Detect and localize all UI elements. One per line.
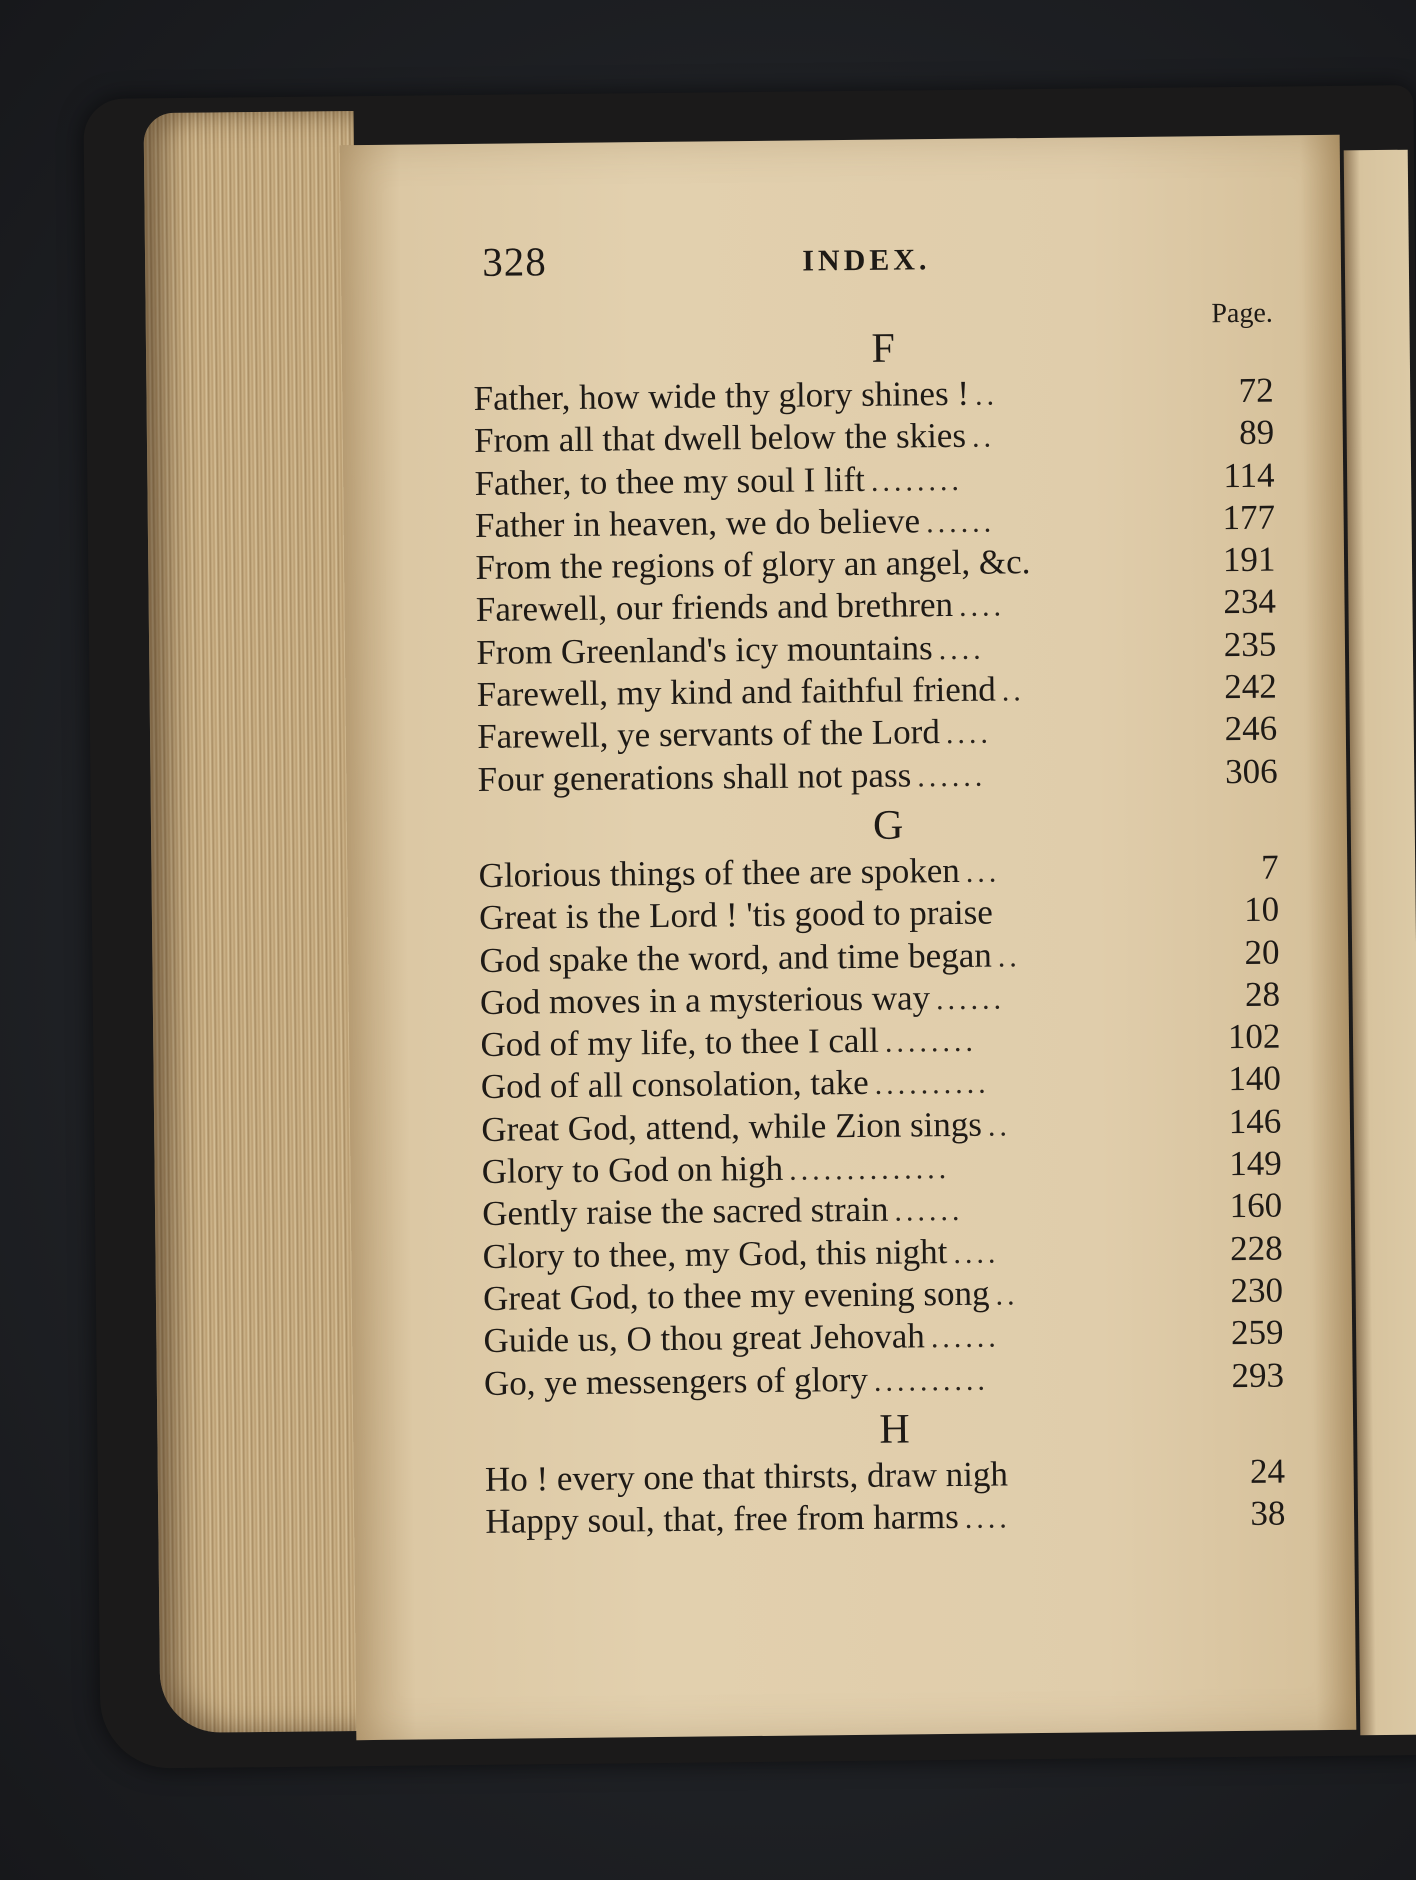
index-entry (482, 1185, 1282, 1236)
entry-leader-dots: ...... (935, 982, 1006, 1017)
index-page-content (472, 230, 1286, 1578)
entry-page-number: 140 (1228, 1059, 1282, 1099)
section-letter: G (872, 802, 904, 849)
entry-leader-dots (1031, 571, 1218, 573)
index-entry (480, 1016, 1280, 1067)
entry-leader-dots: ...... (925, 505, 996, 540)
entry-page-number: 177 (1222, 497, 1276, 538)
entry-leader-dots: .. (987, 1109, 1012, 1143)
entry-title: Guide us, O thou great Jehovah (483, 1316, 926, 1361)
entry-title: Father, to thee my soul I lift (474, 459, 866, 503)
entry-page-number: 149 (1229, 1143, 1282, 1184)
entry-title: Farewell, my kind and faithful friend (476, 669, 996, 715)
entry-leader-dots: .... (958, 589, 1006, 624)
entry-title: Great is the Lord ! 'tis good to praise (478, 892, 993, 938)
entry-page-number: 228 (1229, 1228, 1283, 1268)
entry-title: Go, ye messengers of glory (483, 1359, 869, 1403)
entry-page-number: 146 (1228, 1101, 1282, 1141)
entry-leader-dots: ... (965, 855, 1001, 889)
entry-page-number: 28 (1244, 974, 1281, 1014)
entry-title: Father in heaven, we do believe (474, 501, 921, 545)
entry-leader-dots: .... (953, 1236, 1000, 1270)
index-entry (477, 708, 1277, 759)
index-entry (482, 1227, 1282, 1278)
entry-page-number: 230 (1230, 1270, 1284, 1311)
index-entry (484, 1354, 1284, 1405)
entry-title: From the regions of glory an angel, &c. (475, 542, 1031, 588)
entry-title: Four generations shall not pass (477, 755, 912, 799)
entry-title: God of my life, to thee I call (480, 1020, 880, 1065)
entry-title: Farewell, our friends and brethren (475, 585, 954, 630)
index-entry (481, 1100, 1281, 1151)
entry-title: Gently raise the sacred strain (482, 1190, 889, 1234)
index-entry (482, 1143, 1282, 1194)
entry-leader-dots: ...... (894, 1194, 964, 1228)
page-column-label: Page. (1211, 297, 1273, 330)
index-section-f (473, 320, 1278, 801)
entry-leader-dots: .. (974, 378, 999, 412)
index-entry (476, 581, 1276, 632)
entry-page-number: 160 (1229, 1185, 1283, 1226)
entry-leader-dots: .......... (873, 1363, 990, 1398)
entry-leader-dots: ........ (870, 463, 964, 498)
entry-page-number: 114 (1223, 455, 1275, 495)
index-entry (474, 412, 1274, 463)
entry-leader-dots: ...... (917, 759, 987, 794)
entry-page-number: 246 (1224, 708, 1278, 749)
entry-title: Ho ! every one that thirsts, draw nigh (484, 1454, 1009, 1499)
entry-page-number: 293 (1231, 1355, 1285, 1395)
entry-title: Great God, attend, while Zion sings (481, 1104, 983, 1149)
index-entry (481, 1058, 1281, 1109)
entry-page-number: 102 (1227, 1016, 1281, 1057)
entry-title: Great God, to thee my evening song (482, 1273, 990, 1318)
entry-page-number: 10 (1243, 889, 1280, 930)
entry-leader-dots: .. (997, 939, 1021, 974)
page-edges (144, 111, 371, 1733)
entry-title: Glory to God on high (481, 1148, 784, 1191)
running-title: INDEX. (802, 243, 931, 278)
entry-page-number: 306 (1224, 751, 1278, 791)
entry-leader-dots: .... (938, 632, 985, 666)
entry-title: Farewell, ye servants of the Lord (477, 712, 941, 757)
index-entry (480, 973, 1280, 1024)
entry-page-number: 234 (1223, 582, 1277, 622)
entry-page-number: 7 (1260, 847, 1279, 887)
entry-title: From Greenland's icy mountains (476, 627, 933, 672)
page-header (472, 230, 1273, 330)
index-entry (475, 496, 1275, 547)
entry-leader-dots: ...... (930, 1320, 1001, 1355)
entry-title: Glorious things of thee are spoken (478, 850, 961, 895)
index-entry (483, 1270, 1283, 1321)
entry-leader-dots: .. (995, 1278, 1019, 1312)
entry-leader-dots: ........ (884, 1024, 978, 1059)
section-letter: F (871, 325, 896, 372)
entry-leader-dots (1008, 1483, 1227, 1485)
entry-page-number: 20 (1244, 932, 1280, 972)
entry-leader-dots: .............. (788, 1152, 951, 1187)
index-entry (477, 750, 1277, 801)
index-section-g (478, 797, 1284, 1405)
index-entry (476, 623, 1276, 674)
entry-title: God moves in a mysterious way (479, 978, 931, 1022)
entry-title: God of all consolation, take (480, 1063, 869, 1107)
entry-page-number: 89 (1238, 412, 1275, 453)
entry-title: Happy soul, that, free from harms (485, 1497, 959, 1542)
entry-leader-dots: .. (971, 420, 996, 455)
entry-title: God spake the word, and time began (479, 935, 992, 980)
entry-page-number: 72 (1238, 370, 1274, 410)
entry-page-number: 242 (1224, 666, 1277, 707)
index-section-h (484, 1400, 1285, 1543)
entry-title: Father, how wide thy glory shines ! (473, 373, 970, 418)
entry-leader-dots: .. (1001, 674, 1025, 708)
index-entry (477, 666, 1277, 717)
entry-page-number: 259 (1230, 1312, 1284, 1353)
index-entry (483, 1312, 1283, 1363)
entry-leader-dots: .... (945, 716, 993, 751)
index-entry (473, 370, 1273, 421)
index-entry (479, 931, 1279, 982)
entry-leader-dots (993, 921, 1221, 923)
index-entry (485, 1493, 1285, 1544)
entry-page-number: 191 (1222, 539, 1276, 580)
page-number: 328 (482, 238, 547, 285)
index-entry (478, 847, 1278, 898)
entry-page-number: 235 (1223, 624, 1277, 664)
entry-leader-dots: .......... (874, 1067, 990, 1102)
entry-page-number: 38 (1250, 1493, 1286, 1534)
section-letter: H (879, 1406, 910, 1453)
index-entry (474, 454, 1274, 505)
entry-page-number: 24 (1249, 1451, 1286, 1491)
entry-title: From all that dwell below the skies (473, 416, 967, 461)
entry-title: Glory to thee, my God, this night (482, 1231, 948, 1276)
entry-leader-dots: .... (964, 1501, 1011, 1536)
